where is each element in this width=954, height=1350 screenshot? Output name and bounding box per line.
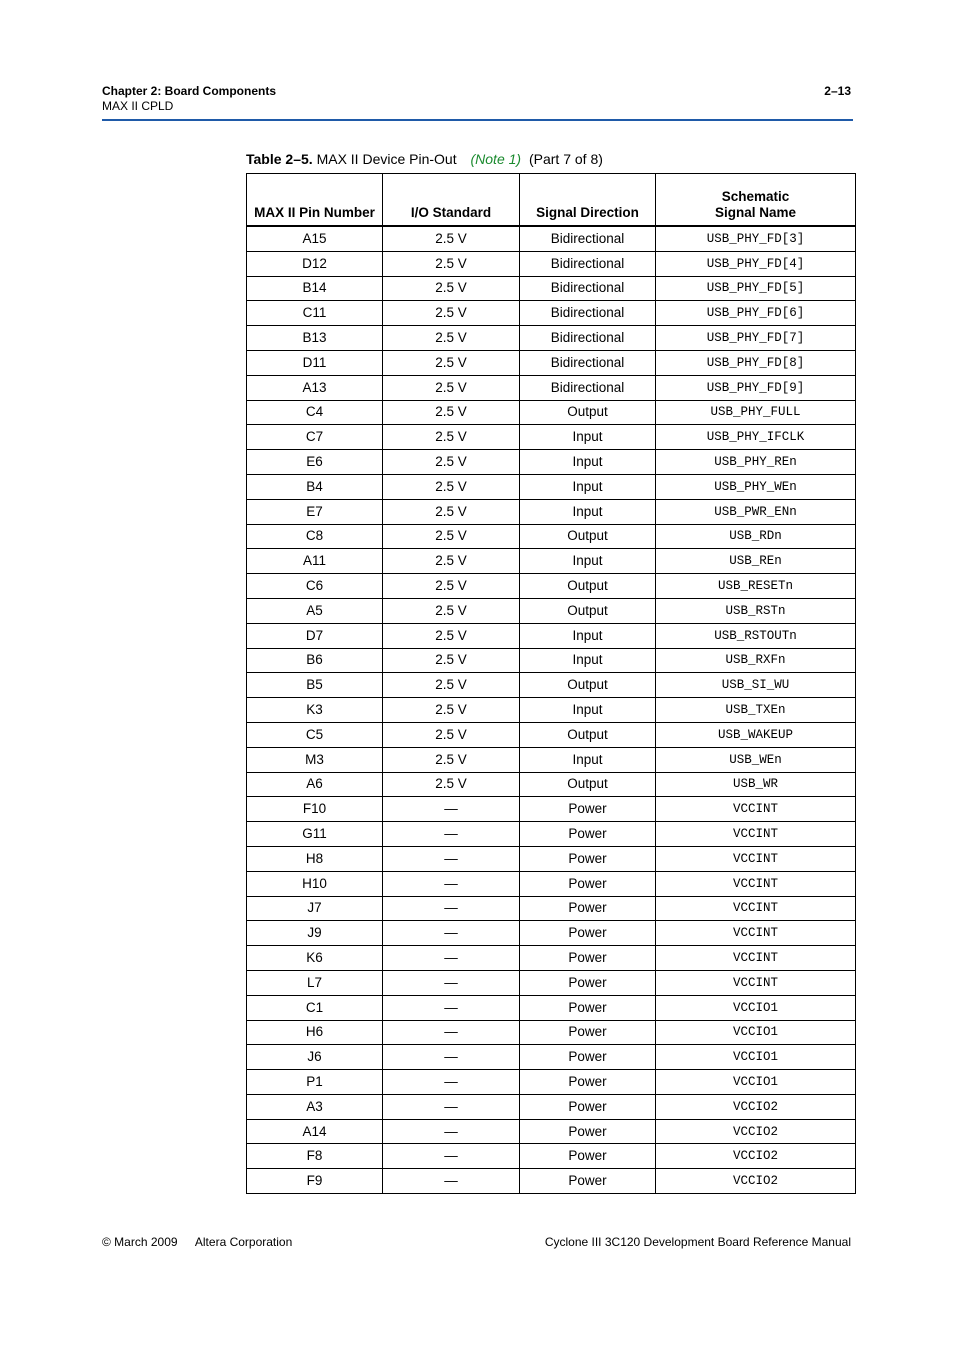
signal-direction-cell: Input xyxy=(520,747,656,772)
signal-name-cell: VCCINT xyxy=(656,822,856,847)
signal-direction-cell: Power xyxy=(520,1020,656,1045)
table-row xyxy=(247,1070,856,1095)
pin-number-cell: B13 xyxy=(247,326,383,351)
table-row xyxy=(247,1169,856,1194)
table-row xyxy=(247,598,856,623)
io-standard-cell: — xyxy=(383,1144,520,1169)
io-standard-cell: 2.5 V xyxy=(383,276,520,301)
io-standard-cell: — xyxy=(383,921,520,946)
signal-name-cell: VCCINT xyxy=(656,970,856,995)
signal-name-cell: VCCINT xyxy=(656,846,856,871)
table-caption-part: (Part 7 of 8) xyxy=(528,151,603,167)
table-row xyxy=(247,1045,856,1070)
signal-name-cell: USB_PHY_FD[3] xyxy=(656,226,856,251)
table-row xyxy=(247,698,856,723)
table-row xyxy=(247,648,856,673)
signal-name-cell: USB_WAKEUP xyxy=(656,722,856,747)
signal-direction-cell: Input xyxy=(520,698,656,723)
table-row xyxy=(247,251,856,276)
col-pin-number: MAX II Pin Number xyxy=(247,174,383,227)
signal-name-cell: USB_RSTn xyxy=(656,598,856,623)
table-row xyxy=(247,772,856,797)
chapter-title: Chapter 2: Board Components xyxy=(102,84,277,98)
pin-number-cell: A13 xyxy=(247,375,383,400)
signal-direction-cell: Input xyxy=(520,623,656,648)
signal-direction-cell: Power xyxy=(520,1119,656,1144)
table-row xyxy=(247,623,856,648)
table-note-link[interactable]: (Note 1) xyxy=(470,151,522,167)
io-standard-cell: — xyxy=(383,1094,520,1119)
signal-name-cell: USB_PHY_REn xyxy=(656,450,856,475)
signal-name-cell: VCCIO2 xyxy=(656,1144,856,1169)
signal-name-cell: VCCIO1 xyxy=(656,1020,856,1045)
signal-name-cell: USB_PHY_FD[7] xyxy=(656,326,856,351)
signal-direction-cell: Bidirectional xyxy=(520,301,656,326)
signal-name-cell: USB_RESETn xyxy=(656,574,856,599)
table-row xyxy=(247,946,856,971)
signal-direction-cell: Power xyxy=(520,822,656,847)
signal-direction-cell: Output xyxy=(520,598,656,623)
io-standard-cell: 2.5 V xyxy=(383,722,520,747)
table-row xyxy=(247,970,856,995)
col-io-standard: I/O Standard xyxy=(383,174,520,227)
pin-number-cell: B5 xyxy=(247,673,383,698)
table-row xyxy=(247,722,856,747)
pin-number-cell: M3 xyxy=(247,747,383,772)
footer-left xyxy=(102,1235,292,1249)
pin-number-cell: D12 xyxy=(247,251,383,276)
io-standard-cell: — xyxy=(383,871,520,896)
signal-direction-cell: Power xyxy=(520,1070,656,1095)
io-standard-cell: 2.5 V xyxy=(383,226,520,251)
table-caption-title: MAX II Device Pin-Out xyxy=(316,151,457,167)
table-row xyxy=(247,1094,856,1119)
table-row xyxy=(247,822,856,847)
signal-direction-cell: Input xyxy=(520,648,656,673)
pin-number-cell: A6 xyxy=(247,772,383,797)
signal-direction-cell: Input xyxy=(520,549,656,574)
signal-name-cell: USB_PHY_FD[5] xyxy=(656,276,856,301)
io-standard-cell: 2.5 V xyxy=(383,301,520,326)
pin-number-cell: B14 xyxy=(247,276,383,301)
table-row xyxy=(247,871,856,896)
signal-name-cell: USB_PHY_WEn xyxy=(656,474,856,499)
pin-number-cell: A14 xyxy=(247,1119,383,1144)
io-standard-cell: 2.5 V xyxy=(383,698,520,723)
signal-name-cell: USB_PHY_IFCLK xyxy=(656,425,856,450)
table-row xyxy=(247,400,856,425)
col-signal-name-line1: Schematic xyxy=(721,189,790,204)
signal-direction-cell: Input xyxy=(520,474,656,499)
pin-number-cell: C1 xyxy=(247,995,383,1020)
table-row xyxy=(247,1020,856,1045)
io-standard-cell: — xyxy=(383,995,520,1020)
table-row xyxy=(247,425,856,450)
io-standard-cell: — xyxy=(383,1169,520,1194)
table-caption-label: Table 2–5. xyxy=(246,151,313,167)
pin-number-cell: F8 xyxy=(247,1144,383,1169)
io-standard-cell: 2.5 V xyxy=(383,375,520,400)
table-row xyxy=(247,450,856,475)
table-row xyxy=(247,276,856,301)
pin-number-cell: D7 xyxy=(247,623,383,648)
table-row xyxy=(247,673,856,698)
signal-direction-cell: Output xyxy=(520,400,656,425)
signal-name-cell: VCCINT xyxy=(656,797,856,822)
section-title: MAX II CPLD xyxy=(102,99,174,113)
signal-name-cell: VCCIO2 xyxy=(656,1169,856,1194)
page-number: 2–13 xyxy=(824,84,851,98)
pin-number-cell: L7 xyxy=(247,970,383,995)
table-row xyxy=(247,846,856,871)
pin-number-cell: C6 xyxy=(247,574,383,599)
header-rule xyxy=(102,119,853,121)
table-row xyxy=(247,326,856,351)
table-row xyxy=(247,797,856,822)
signal-direction-cell: Bidirectional xyxy=(520,226,656,251)
io-standard-cell: 2.5 V xyxy=(383,400,520,425)
pin-number-cell: J9 xyxy=(247,921,383,946)
pin-number-cell: E6 xyxy=(247,450,383,475)
signal-direction-cell: Input xyxy=(520,450,656,475)
signal-name-cell: VCCINT xyxy=(656,896,856,921)
io-standard-cell: — xyxy=(383,946,520,971)
pin-number-cell: A15 xyxy=(247,226,383,251)
footer-company: Altera Corporation xyxy=(194,1235,293,1249)
signal-name-cell: USB_RSTOUTn xyxy=(656,623,856,648)
table-row xyxy=(247,1119,856,1144)
table-row xyxy=(247,995,856,1020)
io-standard-cell: 2.5 V xyxy=(383,574,520,599)
signal-name-cell: USB_RDn xyxy=(656,524,856,549)
pin-number-cell: K6 xyxy=(247,946,383,971)
signal-direction-cell: Input xyxy=(520,425,656,450)
io-standard-cell: 2.5 V xyxy=(383,450,520,475)
table-header-row xyxy=(247,174,856,227)
signal-name-cell: USB_PHY_FULL xyxy=(656,400,856,425)
col-signal-direction: Signal Direction xyxy=(520,174,656,227)
io-standard-cell: 2.5 V xyxy=(383,474,520,499)
signal-direction-cell: Power xyxy=(520,1094,656,1119)
signal-direction-cell: Bidirectional xyxy=(520,251,656,276)
pin-number-cell: C11 xyxy=(247,301,383,326)
signal-direction-cell: Power xyxy=(520,797,656,822)
table-row xyxy=(247,499,856,524)
signal-direction-cell: Output xyxy=(520,673,656,698)
signal-direction-cell: Power xyxy=(520,970,656,995)
pin-number-cell: A3 xyxy=(247,1094,383,1119)
io-standard-cell: 2.5 V xyxy=(383,648,520,673)
signal-direction-cell: Power xyxy=(520,871,656,896)
pin-number-cell: H10 xyxy=(247,871,383,896)
signal-direction-cell: Power xyxy=(520,921,656,946)
signal-name-cell: USB_PHY_FD[6] xyxy=(656,301,856,326)
signal-name-cell: VCCIO2 xyxy=(656,1119,856,1144)
pin-number-cell: J7 xyxy=(247,896,383,921)
table-row xyxy=(247,226,856,251)
table-row xyxy=(247,549,856,574)
pin-number-cell: F10 xyxy=(247,797,383,822)
table-row xyxy=(247,1144,856,1169)
io-standard-cell: — xyxy=(383,1119,520,1144)
signal-direction-cell: Power xyxy=(520,1045,656,1070)
col-signal-name xyxy=(656,174,856,227)
io-standard-cell: — xyxy=(383,896,520,921)
pin-number-cell: F9 xyxy=(247,1169,383,1194)
signal-direction-cell: Output xyxy=(520,574,656,599)
signal-direction-cell: Output xyxy=(520,722,656,747)
io-standard-cell: — xyxy=(383,797,520,822)
pin-number-cell: E7 xyxy=(247,499,383,524)
signal-name-cell: VCCIO1 xyxy=(656,1070,856,1095)
signal-name-cell: USB_REn xyxy=(656,549,856,574)
table-row xyxy=(247,474,856,499)
signal-direction-cell: Power xyxy=(520,1169,656,1194)
io-standard-cell: 2.5 V xyxy=(383,326,520,351)
pin-number-cell: K3 xyxy=(247,698,383,723)
pin-number-cell: G11 xyxy=(247,822,383,847)
io-standard-cell: — xyxy=(383,822,520,847)
io-standard-cell: 2.5 V xyxy=(383,747,520,772)
signal-direction-cell: Bidirectional xyxy=(520,375,656,400)
signal-name-cell: VCCINT xyxy=(656,921,856,946)
pin-number-cell: D11 xyxy=(247,350,383,375)
pin-number-cell: C7 xyxy=(247,425,383,450)
signal-name-cell: USB_RXFn xyxy=(656,648,856,673)
pin-number-cell: H6 xyxy=(247,1020,383,1045)
io-standard-cell: — xyxy=(383,846,520,871)
io-standard-cell: 2.5 V xyxy=(383,350,520,375)
pinout-table xyxy=(246,173,856,1194)
io-standard-cell: — xyxy=(383,1020,520,1045)
table-row xyxy=(247,896,856,921)
pin-number-cell: J6 xyxy=(247,1045,383,1070)
footer-date: © March 2009 xyxy=(102,1235,178,1249)
io-standard-cell: 2.5 V xyxy=(383,673,520,698)
pin-number-cell: P1 xyxy=(247,1070,383,1095)
table-caption xyxy=(246,150,603,168)
signal-direction-cell: Power xyxy=(520,896,656,921)
io-standard-cell: 2.5 V xyxy=(383,772,520,797)
pin-number-cell: C8 xyxy=(247,524,383,549)
signal-name-cell: USB_PWR_ENn xyxy=(656,499,856,524)
footer-manual-title: Cyclone III 3C120 Development Board Reference Manual xyxy=(544,1235,851,1249)
signal-name-cell: VCCIO2 xyxy=(656,1094,856,1119)
signal-name-cell: VCCIO1 xyxy=(656,1045,856,1070)
col-signal-name-line2: Signal Name xyxy=(714,205,797,220)
io-standard-cell: 2.5 V xyxy=(383,425,520,450)
signal-name-cell: USB_TXEn xyxy=(656,698,856,723)
signal-name-cell: USB_SI_WU xyxy=(656,673,856,698)
table-row xyxy=(247,375,856,400)
signal-direction-cell: Power xyxy=(520,846,656,871)
table-row xyxy=(247,747,856,772)
table-row xyxy=(247,301,856,326)
signal-direction-cell: Output xyxy=(520,524,656,549)
table-row xyxy=(247,524,856,549)
pin-number-cell: C4 xyxy=(247,400,383,425)
signal-name-cell: USB_PHY_FD[9] xyxy=(656,375,856,400)
io-standard-cell: — xyxy=(383,970,520,995)
pin-number-cell: A5 xyxy=(247,598,383,623)
pin-number-cell: C5 xyxy=(247,722,383,747)
signal-name-cell: USB_WR xyxy=(656,772,856,797)
signal-name-cell: USB_WEn xyxy=(656,747,856,772)
table-row xyxy=(247,574,856,599)
signal-name-cell: USB_PHY_FD[8] xyxy=(656,350,856,375)
signal-direction-cell: Bidirectional xyxy=(520,326,656,351)
pin-number-cell: A11 xyxy=(247,549,383,574)
io-standard-cell: — xyxy=(383,1045,520,1070)
signal-direction-cell: Output xyxy=(520,772,656,797)
pin-number-cell: B6 xyxy=(247,648,383,673)
page-header xyxy=(102,84,853,114)
signal-name-cell: VCCINT xyxy=(656,871,856,896)
signal-direction-cell: Power xyxy=(520,995,656,1020)
io-standard-cell: 2.5 V xyxy=(383,623,520,648)
pin-number-cell: B4 xyxy=(247,474,383,499)
io-standard-cell: 2.5 V xyxy=(383,524,520,549)
io-standard-cell: 2.5 V xyxy=(383,251,520,276)
pin-number-cell: H8 xyxy=(247,846,383,871)
signal-name-cell: USB_PHY_FD[4] xyxy=(656,251,856,276)
signal-direction-cell: Power xyxy=(520,946,656,971)
signal-name-cell: VCCIO1 xyxy=(656,995,856,1020)
signal-name-cell: VCCINT xyxy=(656,946,856,971)
io-standard-cell: — xyxy=(383,1070,520,1095)
io-standard-cell: 2.5 V xyxy=(383,499,520,524)
table-row xyxy=(247,921,856,946)
signal-direction-cell: Bidirectional xyxy=(520,276,656,301)
signal-direction-cell: Input xyxy=(520,499,656,524)
io-standard-cell: 2.5 V xyxy=(383,549,520,574)
io-standard-cell: 2.5 V xyxy=(383,598,520,623)
signal-direction-cell: Power xyxy=(520,1144,656,1169)
table-row xyxy=(247,350,856,375)
signal-direction-cell: Bidirectional xyxy=(520,350,656,375)
table-body xyxy=(247,226,856,1194)
